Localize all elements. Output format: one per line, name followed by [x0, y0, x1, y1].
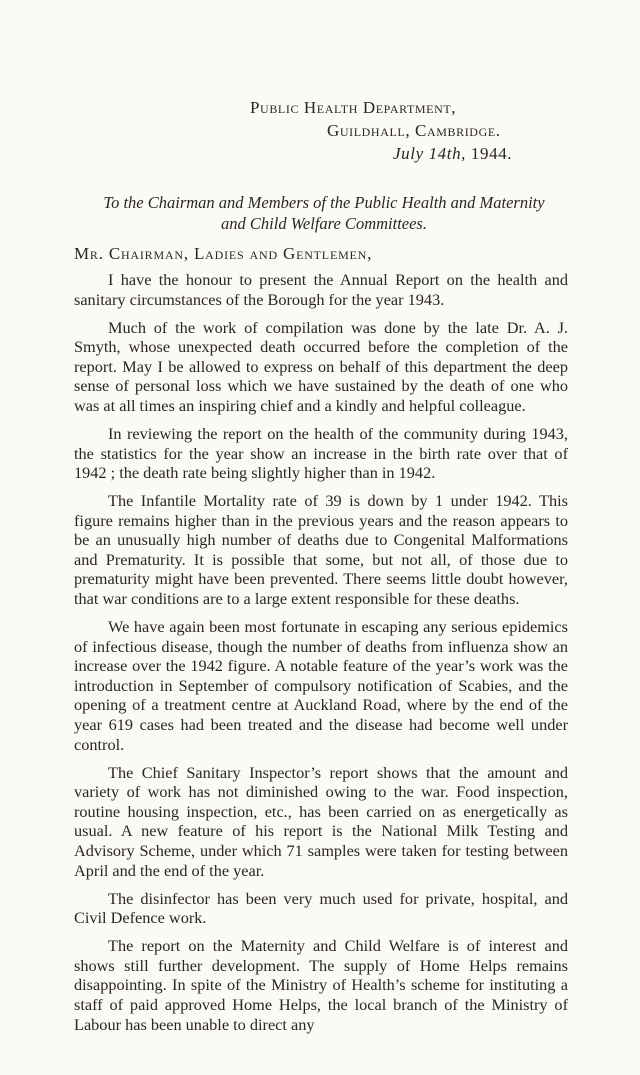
paragraph: The Infantile Mortality rate of 39 is down by 1 under 1942. This figure remains higher than in the previous years and the reason appears to be an unusually high number of deaths due to Congenital Malformations and Prematurity. It is possible that some, but not all, of those due to prematurity might have been prevented. There seems little doubt however, that war conditions are to a large extent responsible for these deaths. [74, 491, 568, 609]
paragraph: In reviewing the report on the health of the community during 1943, the statistics for the year show an increase in the birth rate over that of 1942 ; the death rate being slightly higher than in 1942. [74, 423, 568, 483]
date-year: 1944. [470, 144, 513, 163]
paragraph: The Chief Sanitary Inspector’s report shows that the amount and variety of work has not diminished owing to the war. Food inspection, routine housing inspection, etc., has been carried on as energetically as usual. A new feature of his report is the National Milk Testing and Advisory Scheme, under which 71 samples were taken for testing between April and the end of the year. [74, 762, 568, 880]
paragraph: The disinfector has been very much used for private, hospital, and Civil Defence work. [74, 888, 568, 928]
addressee-block [74, 192, 574, 234]
location-line: Guildhall, Cambridge. [327, 121, 501, 140]
paragraph: I have the honour to present the Annual Report on the health and sanitary circumstances of the Borough for the year 1943. [74, 270, 568, 309]
date-day: July 14th, [393, 144, 467, 163]
letter-address-block [250, 96, 590, 165]
paragraph: Much of the work of compilation was done by the late Dr. A. J. Smyth, whose unexpected death occurred before the completion of the report. May I be allowed to express on behalf of this department the deep sense of personal loss which we have sustained by the death of one who was at all times an inspiring chief and a kindly and helpful colleague. [74, 317, 568, 415]
department-line: Public Health Department, [250, 98, 457, 117]
date-line [393, 142, 590, 165]
addressee-line-2: and Child Welfare Committees. [221, 214, 427, 233]
paragraph: We have again been most fortunate in escaping any serious epidemics of infectious disease, though the number of deaths from influenza show an increase over the 1942 figure. A notable feature of the year’s work was the introduction in September of compulsory notification of Scabies, and the opening of a treatment centre at Auckland Road, where by the end of the year 619 cases had been treated and the disease had become well under control. [74, 617, 568, 754]
paragraph: The report on the Maternity and Child Welfare is of interest and shows still further development. The supply of Home Helps remains disappointing. In spite of the Ministry of Health’s scheme for instituting a staff of paid approved Home Helps, the local branch of the Ministry of Labour has been unable to direct any [74, 936, 568, 1034]
letter-body [74, 270, 568, 1043]
greeting: Mr. Chairman, Ladies and Gentlemen, [74, 244, 373, 263]
addressee-line-1: To the Chairman and Members of the Public Health and Maternity [103, 193, 545, 212]
